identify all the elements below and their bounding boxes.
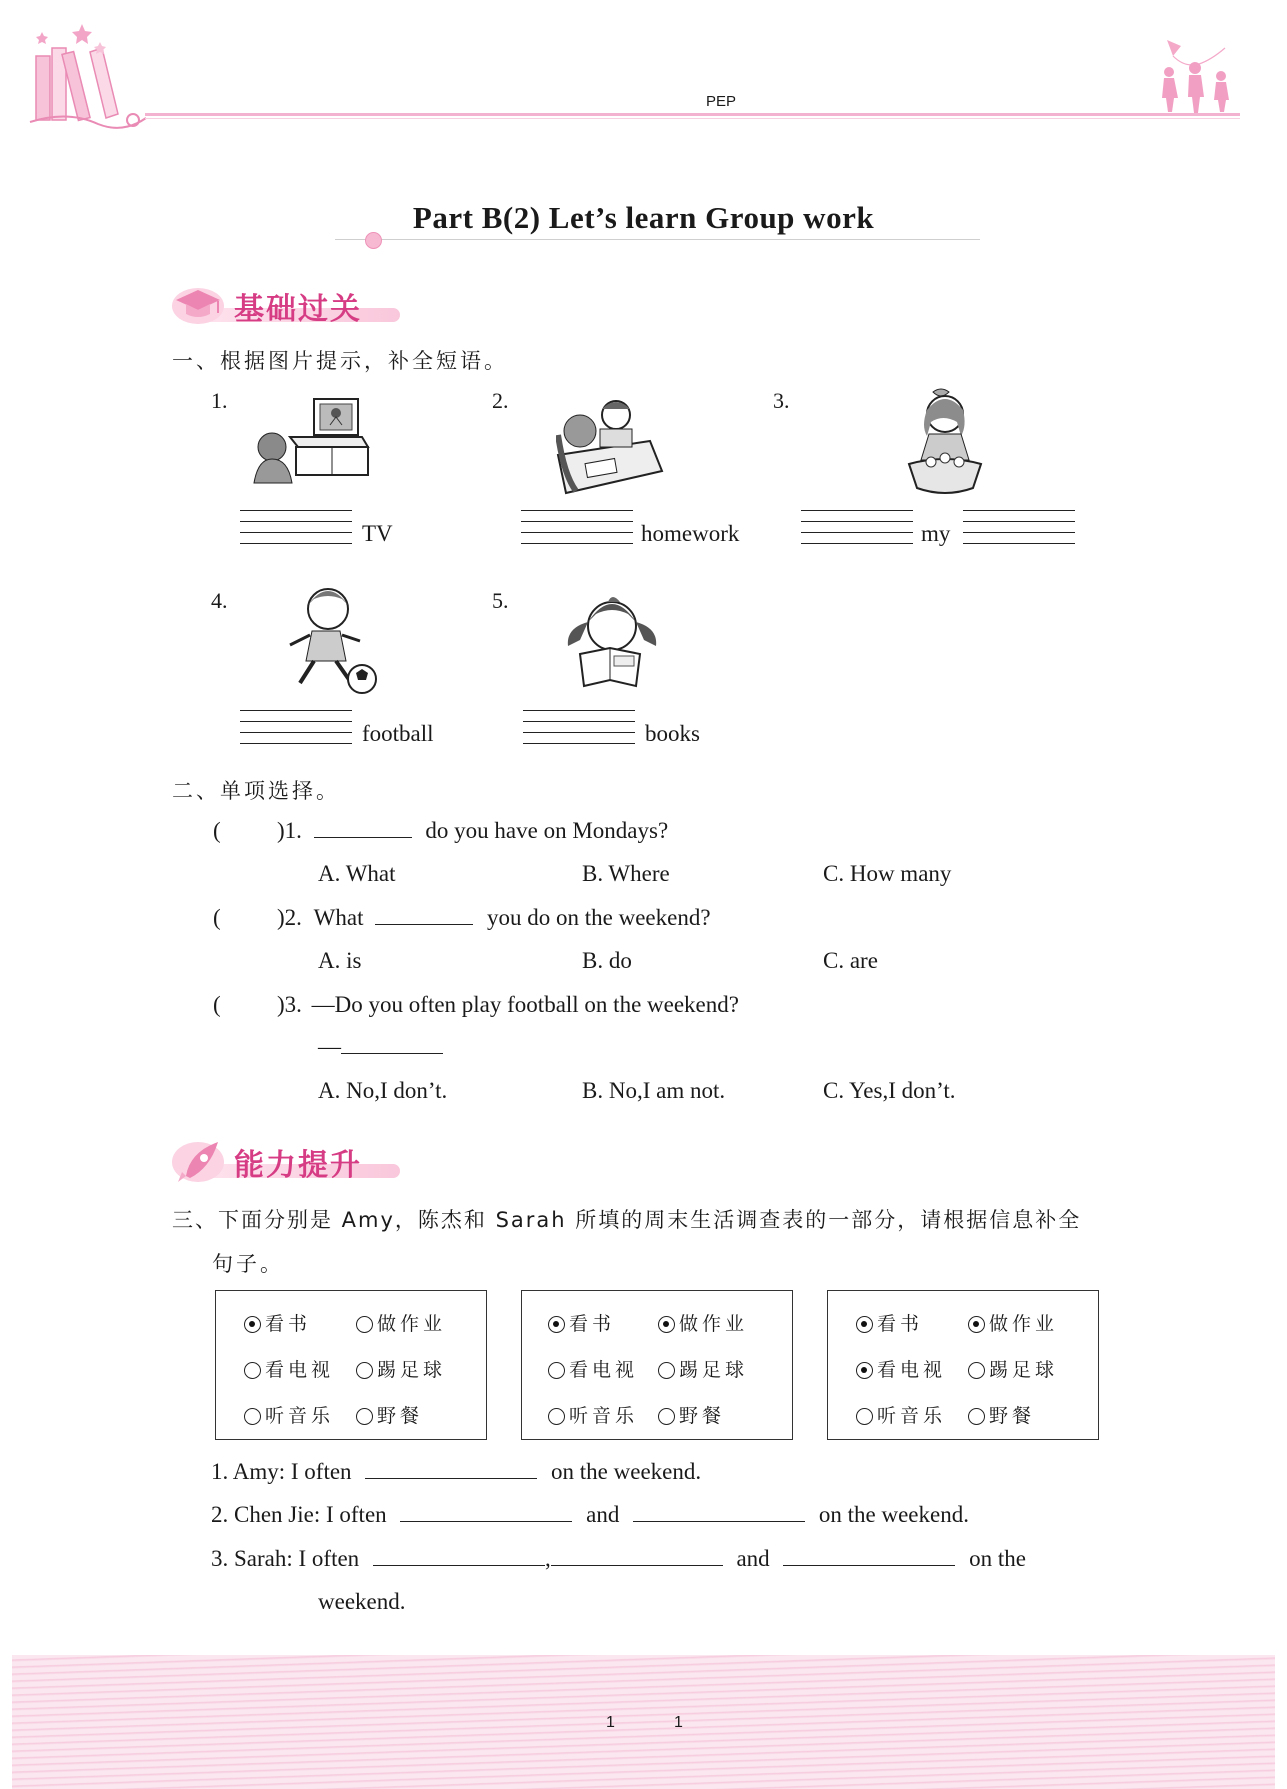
survey-table-amy	[215, 1290, 487, 1440]
radio-empty-icon	[244, 1408, 261, 1425]
choice-3-answer-bracket: (	[213, 992, 221, 1017]
radio-checked-icon	[968, 1316, 985, 1333]
option-label: 看电视	[569, 1359, 639, 1381]
item-1-answer-lines	[240, 510, 352, 556]
sentence-1-end: on the weekend.	[551, 1459, 702, 1484]
option-label: 听音乐	[265, 1405, 335, 1427]
radio-empty-icon	[356, 1316, 373, 1333]
item-5-number: 5.	[492, 588, 509, 613]
lesson-title: Part B(2) Let’s learn Group work	[412, 200, 875, 235]
picture-watch-tv	[250, 395, 372, 485]
picture-play-football	[278, 585, 382, 697]
radio-empty-icon	[548, 1362, 565, 1379]
item-3-answer-lines-left	[801, 510, 913, 556]
choice-2-blank	[375, 906, 473, 925]
sentence-1	[211, 1459, 701, 1485]
item-2-word: homework	[641, 521, 740, 546]
choice-1-blank	[314, 819, 412, 838]
radio-checked-icon	[244, 1316, 261, 1333]
option-label: 做作业	[377, 1313, 447, 1335]
choice-2-text: you do on the weekend?	[486, 905, 711, 930]
picture-do-homework	[556, 395, 664, 495]
item-3-answer-lines-right	[963, 510, 1075, 556]
survey-chenjie-homework	[658, 1309, 748, 1336]
choice-2-option-a: A. is	[318, 948, 362, 973]
choice-2-number: )2.	[277, 905, 302, 930]
option-label: 做作业	[989, 1313, 1059, 1335]
radio-empty-icon	[968, 1362, 985, 1379]
survey-amy-music	[244, 1401, 334, 1428]
choice-3-option-b: B. No,I am not.	[582, 1078, 726, 1103]
choice-3-blank	[341, 1035, 443, 1054]
survey-amy-read	[244, 1309, 311, 1336]
radio-checked-icon	[856, 1316, 873, 1333]
choice-1-number: )1.	[277, 818, 302, 843]
sentence-3-end: on the	[969, 1546, 1027, 1571]
survey-chenjie-football	[658, 1355, 748, 1382]
sentence-3-and: and	[736, 1546, 770, 1571]
sentence-2-end: on the weekend.	[818, 1502, 969, 1527]
option-label: 看电视	[265, 1359, 335, 1381]
option-label: 看书	[265, 1313, 312, 1335]
sentence-2-blank-2	[633, 1503, 805, 1522]
survey-amy-picnic	[356, 1401, 423, 1428]
picture-read-books	[560, 592, 660, 692]
option-label: 野餐	[989, 1405, 1036, 1427]
banner-title: 基础过关	[234, 292, 362, 327]
option-label: 踢足球	[679, 1359, 749, 1381]
radio-checked-icon	[856, 1362, 873, 1379]
radio-checked-icon	[658, 1316, 675, 1333]
choice-1-option-c: C. How many	[823, 861, 952, 886]
choice-1-answer-bracket: (	[213, 818, 221, 843]
sentence-3	[211, 1546, 1026, 1572]
item-5-answer-lines	[523, 710, 635, 756]
choice-3-stem	[277, 992, 739, 1018]
option-label: 踢足球	[377, 1359, 447, 1381]
title-underline	[335, 239, 980, 240]
sentence-2-blank-1	[400, 1503, 572, 1522]
option-label: 听音乐	[569, 1405, 639, 1427]
question-3-instruction: 三、下面分别是 Amy，陈杰和 Sarah 所填的周末生活调查表的一部分，请根据信息补全	[172, 1208, 1082, 1232]
item-1-number: 1.	[211, 388, 228, 413]
graduation-cap-icon	[170, 282, 226, 326]
survey-amy-homework	[356, 1309, 446, 1336]
choice-2-stem	[277, 905, 711, 931]
radio-empty-icon	[856, 1408, 873, 1425]
sentence-3-blank-2	[551, 1547, 723, 1566]
survey-sarah-read	[856, 1309, 923, 1336]
choice-1-option-b: B. Where	[582, 861, 670, 886]
option-label: 看书	[569, 1313, 616, 1335]
choice-3-option-c: C. Yes,I don’t.	[823, 1078, 956, 1103]
option-label: 野餐	[377, 1405, 424, 1427]
survey-chenjie-tv	[548, 1355, 638, 1382]
item-5-word: books	[645, 721, 700, 746]
radio-empty-icon	[658, 1408, 675, 1425]
question-3-instruction-cont: 句子。	[212, 1252, 284, 1276]
section-banner-basics	[170, 282, 430, 326]
title-dot-decoration	[365, 232, 382, 249]
sentence-3-continuation: weekend.	[318, 1589, 406, 1614]
survey-table-chen-jie	[521, 1290, 793, 1440]
choice-2-option-c: C. are	[823, 948, 878, 973]
radio-empty-icon	[548, 1408, 565, 1425]
header-rule-thin	[145, 118, 1240, 119]
option-label: 做作业	[679, 1313, 749, 1335]
survey-chenjie-read	[548, 1309, 615, 1336]
item-3-number: 3.	[773, 388, 790, 413]
choice-2-pre: What	[313, 905, 364, 930]
banner-title: 能力提升	[234, 1148, 362, 1183]
sentence-1-start: 1. Amy: I often	[211, 1459, 352, 1484]
header-rule	[145, 113, 1240, 116]
rocket-icon	[170, 1138, 226, 1184]
radio-empty-icon	[658, 1362, 675, 1379]
sentence-3-blank-3	[783, 1547, 955, 1566]
item-4-answer-lines	[240, 710, 352, 756]
sentence-2-start: 2. Chen Jie: I often	[211, 1502, 387, 1527]
item-4-word: football	[362, 721, 434, 746]
choice-3-option-a: A. No,I don’t.	[318, 1078, 448, 1103]
sentence-3-start: 3. Sarah: I often	[211, 1546, 360, 1571]
survey-sarah-picnic	[968, 1401, 1035, 1428]
sentence-1-blank	[365, 1460, 537, 1479]
sentence-2-and: and	[586, 1502, 620, 1527]
survey-sarah-homework	[968, 1309, 1058, 1336]
survey-chenjie-music	[548, 1401, 638, 1428]
picture-wash-clothes	[905, 388, 987, 496]
radio-checked-icon	[548, 1316, 565, 1333]
header-series-label: PEP	[706, 93, 737, 110]
choice-3-reply	[318, 1034, 443, 1060]
header-books-decoration	[28, 18, 153, 133]
choice-3-dash: —	[318, 1034, 341, 1059]
choice-3-text: —Do you often play football on the weekend?	[311, 992, 739, 1017]
survey-sarah-football	[968, 1355, 1058, 1382]
page-number-right: 1	[674, 1714, 683, 1731]
page-number-left: 1	[606, 1714, 615, 1731]
radio-empty-icon	[968, 1408, 985, 1425]
survey-amy-tv	[244, 1355, 334, 1382]
question-2-instruction: 二、单项选择。	[172, 779, 340, 803]
option-label: 看书	[877, 1313, 924, 1335]
item-2-number: 2.	[492, 388, 509, 413]
question-1-instruction: 一、根据图片提示，补全短语。	[172, 349, 508, 373]
survey-sarah-tv	[856, 1355, 946, 1382]
item-1-word: TV	[362, 521, 393, 546]
header-children-kite-decoration	[1155, 38, 1245, 118]
option-label: 听音乐	[877, 1405, 947, 1427]
sentence-3-blank-1	[373, 1547, 545, 1566]
radio-empty-icon	[244, 1362, 261, 1379]
footer-stripes-decoration	[12, 1655, 1275, 1789]
item-4-number: 4.	[211, 588, 228, 613]
choice-2-answer-bracket: (	[213, 905, 221, 930]
option-label: 野餐	[679, 1405, 726, 1427]
option-label: 看电视	[877, 1359, 947, 1381]
choice-1-stem	[277, 818, 668, 844]
section-banner-improve	[170, 1138, 430, 1182]
choice-1-text: do you have on Mondays?	[425, 818, 669, 843]
option-label: 踢足球	[989, 1359, 1059, 1381]
sentence-3-comma: ,	[544, 1546, 551, 1571]
choice-3-number: )3.	[277, 992, 302, 1017]
survey-sarah-music	[856, 1401, 946, 1428]
sentence-2	[211, 1502, 969, 1528]
survey-table-sarah	[827, 1290, 1099, 1440]
choice-2-option-b: B. do	[582, 948, 632, 973]
item-2-answer-lines	[521, 510, 633, 556]
choice-1-option-a: A. What	[318, 861, 396, 886]
item-3-word: my	[921, 521, 951, 546]
radio-empty-icon	[356, 1408, 373, 1425]
radio-empty-icon	[356, 1362, 373, 1379]
survey-chenjie-picnic	[658, 1401, 725, 1428]
survey-amy-football	[356, 1355, 446, 1382]
